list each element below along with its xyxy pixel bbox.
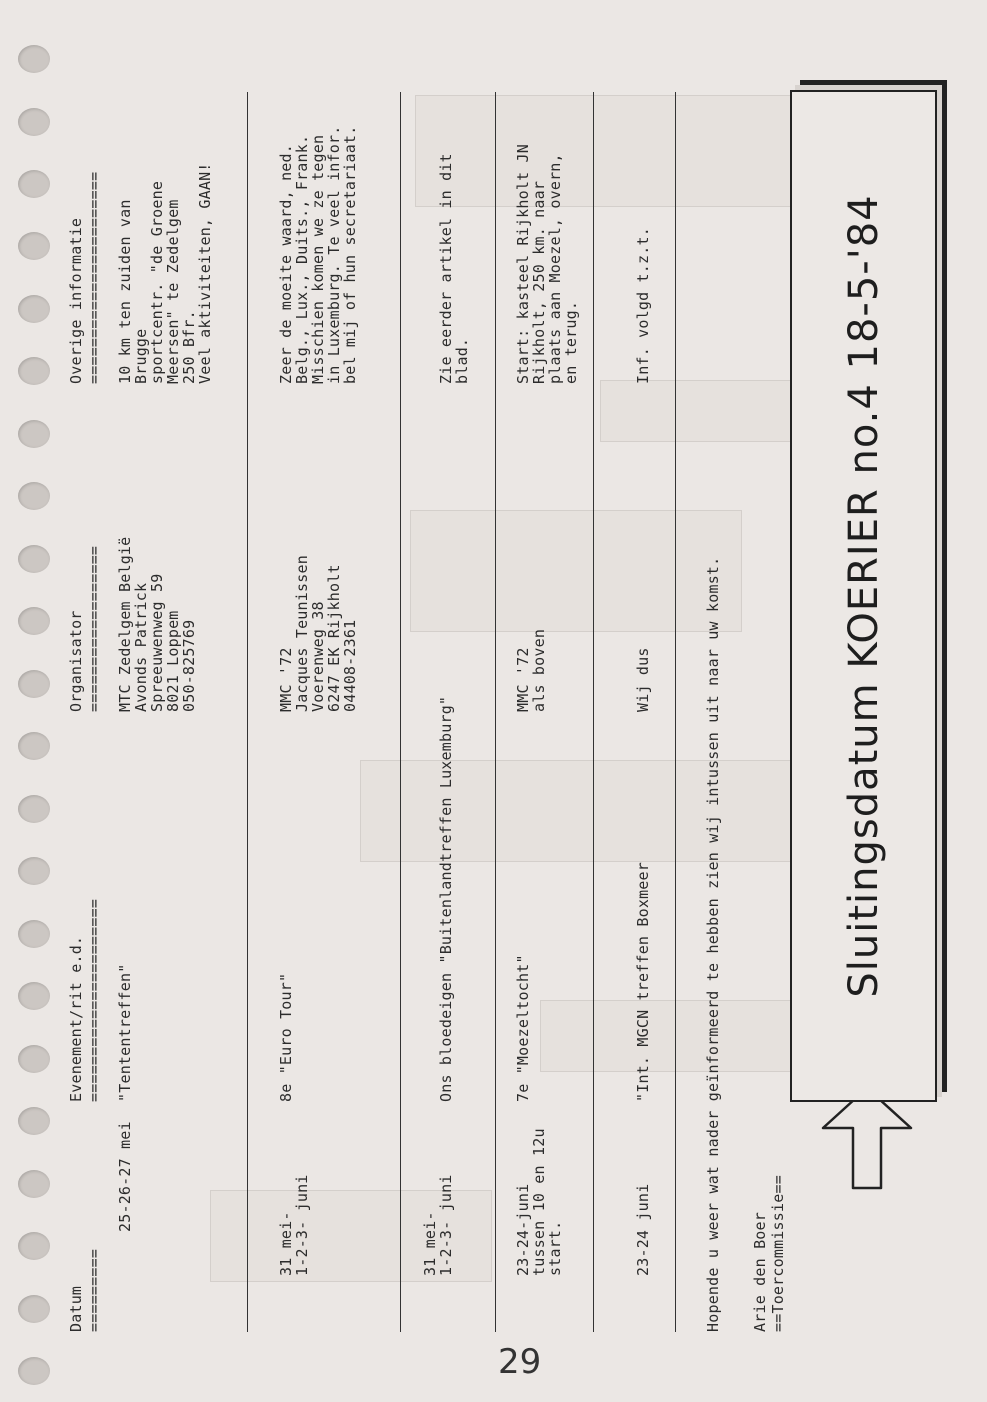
header-organisator: Organisator bbox=[67, 610, 85, 712]
cell-datum: 23-24-juni tussen 10 en 12u start. bbox=[514, 1128, 564, 1276]
cell-organisator: MTC Zedelgem België Avonds Patrick Spreeuwenweg 59 8021 Loppem 050-825769 bbox=[116, 536, 198, 712]
header-rule-datum: ========= bbox=[85, 1248, 103, 1332]
deadline-notice-text: Sluitingsdatum KOERIER no.4 18-5-'84 bbox=[840, 194, 887, 998]
cell-event: Ons bloedeigen "Buitenlandtreffen Luxemburg" bbox=[437, 695, 455, 1102]
row-divider bbox=[593, 92, 594, 1332]
cell-info: 10 km ten zuiden van Brugge sportcentr. "de Groene Meersen" te Zedelgem 250 Bfr. Veel aktiviteiten, GAAN! bbox=[116, 162, 214, 384]
cell-datum: 23-24 juni bbox=[634, 1183, 652, 1276]
cell-info: Start: kasteel Rijkholt JN Rijkholt, 250 km. naar plaats aan Moezel, overn, en terug. bbox=[514, 144, 580, 384]
closing-line: Hopende u weer wat nader geïnformeerd te hebben zien wij intussen uit naar uw komst. bbox=[704, 556, 722, 1332]
cell-info: Inf. volgd t.z.t. bbox=[634, 227, 652, 384]
cell-info: Zeer de moeite waard, ned. Belg., Lux., Duits., Frank. Misschien komen we ze tegen in Luxemburg. Te veel infor. bel mij of hun secretariaat. bbox=[277, 125, 359, 384]
row-divider bbox=[495, 92, 496, 1332]
cell-event: "Tententreffen" bbox=[116, 963, 134, 1102]
page-number: 29 bbox=[498, 1342, 542, 1382]
deadline-notice-box bbox=[790, 90, 937, 1102]
cell-organisator: MMC '72 als boven bbox=[514, 628, 548, 712]
header-info: Overige informatie bbox=[67, 217, 85, 384]
header-rule-organisator: ================== bbox=[85, 545, 103, 712]
row-divider bbox=[247, 92, 248, 1332]
cell-event: 8e "Euro Tour" bbox=[277, 972, 295, 1102]
cell-datum: 31 mei- 1-2-3- juni bbox=[421, 1174, 455, 1276]
header-rule-event: ====================== bbox=[85, 898, 103, 1102]
cell-organisator: MMC '72 Jacques Teunissen Voerenweg 38 6247 EK Rijkholt 04408-2361 bbox=[277, 555, 359, 712]
signature-role: ==Toercommissie== bbox=[769, 1175, 787, 1332]
row-divider bbox=[400, 92, 401, 1332]
cell-event: "Int. MGCN treffen Boxmeer bbox=[634, 862, 652, 1102]
signature-name: Arie den Boer bbox=[751, 1212, 769, 1332]
cell-event: 7e "Moezeltocht" bbox=[514, 954, 532, 1102]
header-rule-info: ======================= bbox=[85, 171, 103, 384]
header-event: Evenement/rit e.d. bbox=[67, 935, 85, 1102]
cell-info: Zie eerder artikel in dit blad. bbox=[437, 153, 471, 384]
cell-organisator: Wij dus bbox=[634, 647, 652, 712]
cell-datum: 31 mei- 1-2-3- juni bbox=[277, 1174, 311, 1276]
row-divider bbox=[675, 92, 676, 1332]
cell-datum: 25-26-27 mei bbox=[116, 1121, 134, 1232]
header-datum: Datum bbox=[67, 1285, 85, 1332]
